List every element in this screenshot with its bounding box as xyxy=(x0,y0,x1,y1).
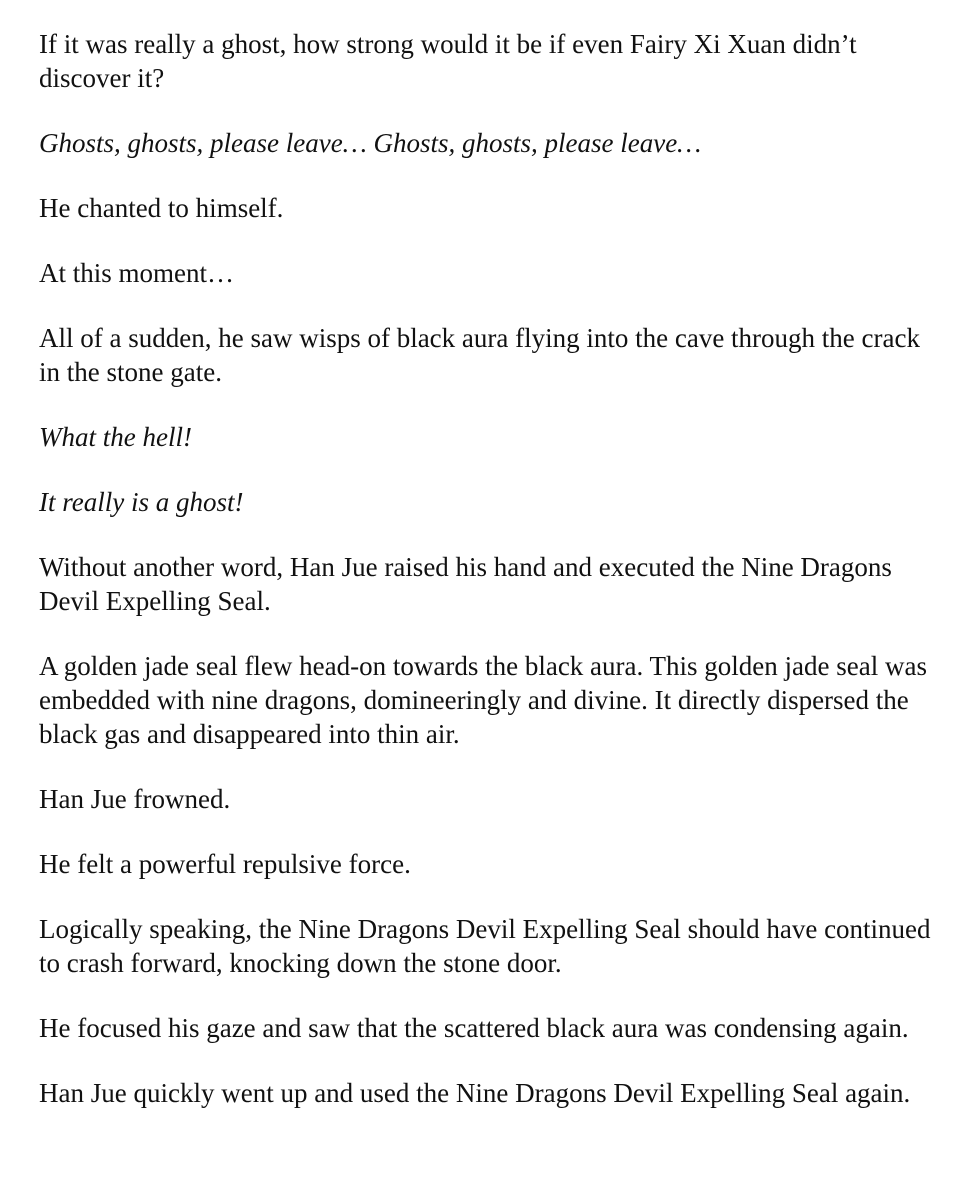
paragraph: He chanted to himself. xyxy=(39,193,284,223)
paragraph: A golden jade seal flew head-on towards the black aura. This golden jade seal was embedded with nine dragons, domineeringly and divine. It directly dispersed the black gas and disappeared into thin air. xyxy=(39,651,927,749)
paragraph: All of a sudden, he saw wisps of black aura flying into the cave through the crack in the stone gate. xyxy=(39,323,920,387)
paragraph: He focused his gaze and saw that the scattered black aura was condensing again. xyxy=(39,1013,909,1043)
paragraph: He felt a powerful repulsive force. xyxy=(39,849,411,879)
paragraph: Han Jue frowned. xyxy=(39,784,231,814)
paragraph: If it was really a ghost, how strong would it be if even Fairy Xi Xuan didn’t discover it? xyxy=(39,29,857,93)
paragraph: At this moment… xyxy=(39,258,234,288)
paragraph: Without another word, Han Jue raised his hand and executed the Nine Dragons Devil Expelling Seal. xyxy=(39,552,892,616)
paragraph-italic: Ghosts, ghosts, please leave… Ghosts, ghosts, please leave… xyxy=(39,128,702,158)
paragraph-italic: What the hell! xyxy=(39,422,192,452)
paragraph: Logically speaking, the Nine Dragons Devil Expelling Seal should have continued to crash forward, knocking down the stone door. xyxy=(39,914,931,978)
paragraph-italic: It really is a ghost! xyxy=(39,487,244,517)
paragraph: Han Jue quickly went up and used the Nine Dragons Devil Expelling Seal again. xyxy=(39,1078,911,1108)
